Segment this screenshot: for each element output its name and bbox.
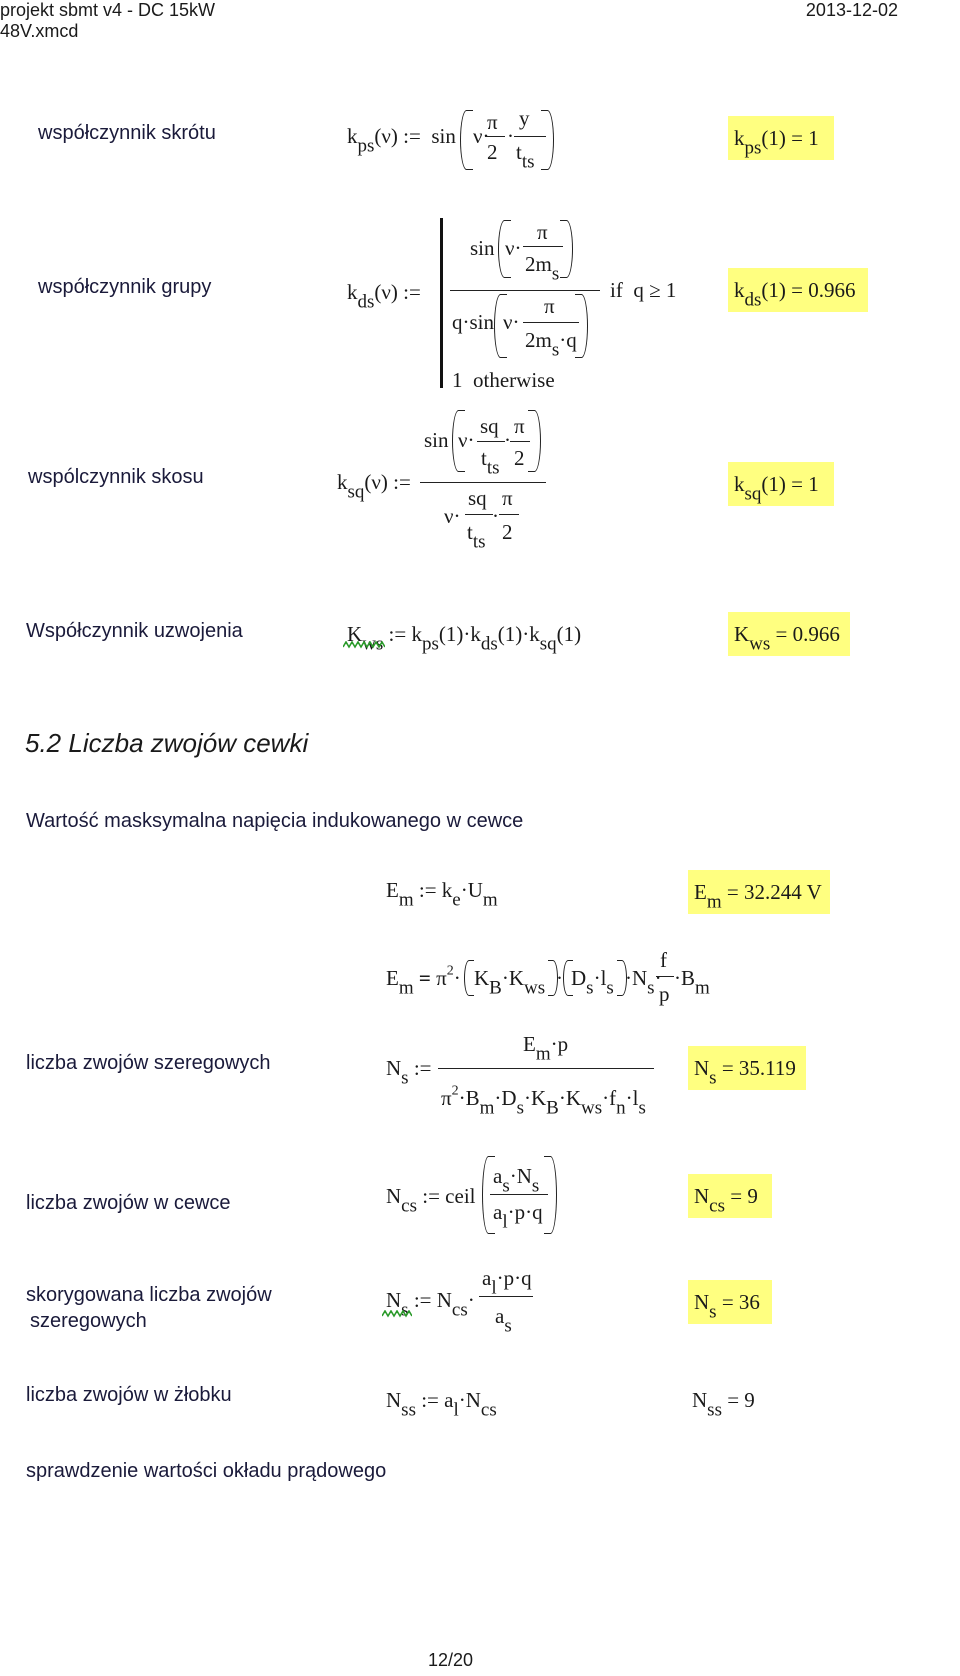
result-em: $E_m = 32.244$ V <box>688 870 830 914</box>
redefinition-warning-icon <box>343 641 385 649</box>
result-kws: $K_{ws} = 0.966$ <box>728 612 850 656</box>
section-heading: 5.2 Liczba zwojów cewki <box>25 728 309 758</box>
page-number: 12/20 <box>428 1650 474 1670</box>
document-title: projekt sbmt v4 - DC 15kW <box>0 0 216 20</box>
result-ns: $N_s = 35.119$ <box>688 1046 806 1090</box>
document-date: 2013-12-02 <box>805 0 898 20</box>
label-ksq: wspólczynnik skosu <box>28 466 204 488</box>
em-description: Wartość masksymalna napięcia indukowanego w cewce <box>26 810 524 832</box>
result-ncs: $N_{cs} = 9$ <box>688 1174 772 1218</box>
result-ns-corrected: $N_s = 36$ <box>688 1280 772 1324</box>
label-kps: współczynnik skrótu <box>38 122 216 144</box>
formula-nss: $N_{ss}$ := $a_l\cdot N_{cs}$ <box>386 1388 497 1421</box>
label-check: sprawdzenie wartości okładu prądowego <box>26 1460 387 1482</box>
label-ns: liczba zwojów szeregowych <box>26 1052 271 1074</box>
result-kps: $k_{ps}(1) = 1$ <box>728 116 834 160</box>
document-filename: 48V.xmcd <box>0 21 79 41</box>
label-ncs: liczba zwojów w cewce <box>26 1192 231 1214</box>
label-kds: współczynnik grupy <box>38 276 212 298</box>
label-ns-corrected-line1: skorygowana liczba zwojów <box>26 1284 272 1306</box>
result-ksq: $k_{sq}(1) = 1$ <box>728 462 834 506</box>
formula-em: $E_m$ := $k_e\cdot U_m$ <box>386 878 498 911</box>
redefinition-warning-icon <box>382 1310 412 1318</box>
result-nss: $N_{ss} = 9$ <box>692 1388 755 1421</box>
label-kws: Współczynnik uzwojenia <box>26 620 243 642</box>
label-nss: liczba zwojów w żłobku <box>26 1384 232 1406</box>
result-kds: $k_{ds}(1) = 0.966$ <box>728 268 868 312</box>
label-ns-corrected-line2: szeregowych <box>30 1310 147 1332</box>
